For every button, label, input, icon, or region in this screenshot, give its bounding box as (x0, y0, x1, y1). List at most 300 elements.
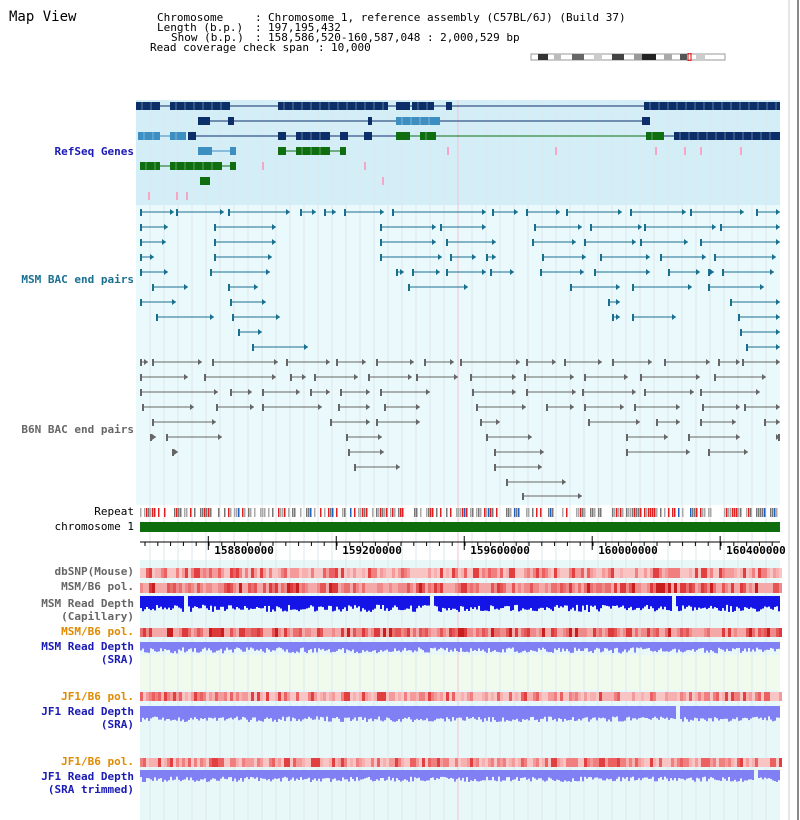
polymorphism-cell (206, 758, 209, 767)
msm-b6-pol-sra-label[interactable]: MSM/B6 pol. (61, 625, 134, 638)
polymorphism-cell (170, 758, 173, 767)
polymorphism-cell (245, 568, 248, 578)
repeat-element (652, 508, 654, 517)
repeat-element (510, 508, 512, 517)
polymorphism-cell (323, 692, 326, 701)
depth-bar (350, 706, 352, 721)
b6n-bac-pair-end (522, 493, 524, 500)
depth-bar (632, 706, 634, 718)
polymorphism-cell (347, 583, 350, 593)
depth-bar (310, 642, 312, 649)
depth-bar (228, 596, 230, 605)
polymorphism-cell (242, 758, 245, 767)
depth-bar (726, 642, 728, 649)
b6n-bac-pair-end (494, 464, 496, 471)
depth-bar (566, 642, 568, 649)
depth-bar (228, 770, 230, 777)
depth-bar (436, 596, 438, 607)
msm-b6-pol-sra-strip[interactable] (140, 628, 782, 637)
polymorphism-cell (503, 568, 506, 578)
depth-bar (622, 770, 624, 777)
jf1-b6-pol-trim-strip[interactable] (140, 758, 782, 767)
polymorphism-cell (290, 692, 293, 701)
depth-bar (156, 596, 158, 605)
polymorphism-cell (317, 758, 320, 767)
depth-bar (534, 770, 536, 778)
repeat-element (644, 508, 646, 517)
depth-bar (638, 642, 640, 648)
b6n-bac-pair-end (656, 419, 658, 426)
polymorphism-cell (323, 568, 326, 578)
depth-bar (270, 596, 272, 612)
gene-exon (412, 102, 434, 110)
depth-bar (390, 770, 392, 780)
b6n-bac-pair-end (470, 374, 472, 381)
dbsnp-strip[interactable] (140, 568, 782, 578)
depth-bar (390, 642, 392, 652)
depth-bar (650, 642, 652, 651)
depth-bar (224, 770, 226, 779)
polymorphism-cell (548, 583, 551, 593)
polymorphism-cell (560, 568, 563, 578)
depth-bar (670, 642, 672, 651)
polymorphism-cell (644, 628, 647, 637)
polymorphism-cell (575, 583, 578, 593)
polymorphism-cell (650, 628, 653, 637)
polymorphism-cell (236, 568, 239, 578)
depth-bar (296, 770, 298, 779)
repeat-track-label[interactable]: Repeat (94, 505, 134, 518)
polymorphism-cell (443, 568, 446, 578)
b6n-bac-pair-end (338, 404, 340, 411)
depth-bar (380, 642, 382, 650)
depth-bar (180, 770, 182, 781)
polymorphism-cell (659, 568, 662, 578)
depth-bar (220, 642, 222, 649)
depth-bar (768, 642, 770, 650)
depth-bar (632, 770, 634, 777)
polymorphism-cell (188, 568, 191, 578)
depth-bar (208, 706, 210, 718)
polymorphism-cell (449, 692, 452, 701)
depth-bar (604, 770, 606, 781)
depth-bar (568, 706, 570, 720)
polymorphism-cell (554, 692, 557, 701)
depth-bar (218, 770, 220, 781)
depth-bar (502, 706, 504, 718)
depth-bar (188, 642, 190, 649)
polymorphism-cell (596, 628, 599, 637)
polymorphism-cell (239, 583, 242, 593)
polymorphism-cell (443, 583, 446, 593)
msm-bac-pair-end (396, 269, 398, 276)
repeat-element (158, 508, 160, 517)
polymorphism-cell (275, 758, 278, 767)
polymorphism-cell (530, 758, 533, 767)
polymorphism-cell (677, 692, 680, 701)
depth-bar (218, 706, 220, 718)
depth-bar (514, 596, 516, 605)
repeat-element (478, 508, 480, 517)
polymorphism-cell (653, 758, 656, 767)
depth-bar (402, 770, 404, 781)
depth-bar (252, 706, 254, 718)
polymorphism-cell (314, 692, 317, 701)
polymorphism-cell (278, 758, 281, 767)
polymorphism-cell (758, 568, 761, 578)
polymorphism-cell (365, 568, 368, 578)
depth-bar (162, 596, 164, 609)
depth-bar (418, 770, 420, 778)
depth-bar (552, 596, 554, 611)
depth-bar (692, 642, 694, 649)
polymorphism-cell (770, 628, 773, 637)
polymorphism-cell (194, 692, 197, 701)
msm-bac-pair-end (156, 314, 158, 321)
polymorphism-cell (551, 628, 554, 637)
polymorphism-cell (557, 692, 560, 701)
depth-bar (182, 706, 184, 720)
depth-bar (434, 596, 436, 606)
repeat-element (620, 508, 622, 517)
jf1-read-depth-trimmed[interactable] (140, 770, 780, 782)
polymorphism-cell (290, 583, 293, 593)
polymorphism-cell (347, 628, 350, 637)
depth-bar (452, 770, 454, 779)
polymorphism-cell (185, 568, 188, 578)
depth-bar (710, 596, 712, 606)
depth-bar (758, 770, 760, 778)
depth-bar (490, 596, 492, 605)
repeat-element (200, 508, 202, 517)
depth-bar (598, 642, 600, 649)
depth-bar (538, 706, 540, 722)
polymorphism-cell (710, 692, 713, 701)
polymorphism-cell (374, 628, 377, 637)
polymorphism-cell (767, 568, 770, 578)
depth-bar (264, 642, 266, 653)
depth-bar (738, 770, 740, 781)
polymorphism-cell (344, 583, 347, 593)
depth-bar (458, 706, 460, 718)
depth-bar (422, 770, 424, 781)
msm-b6-pol-strip[interactable] (140, 583, 782, 593)
depth-bar (152, 770, 154, 781)
depth-bar (608, 706, 610, 720)
depth-bar (374, 596, 376, 609)
polymorphism-cell (482, 628, 485, 637)
polymorphism-cell (275, 583, 278, 593)
msm-depth-capillary-label-1[interactable]: MSM Read Depth (41, 597, 134, 610)
polymorphism-cell (326, 628, 329, 637)
polymorphism-cell (686, 628, 689, 637)
polymorphism-cell (248, 758, 251, 767)
jf1-depth-trim-label-1[interactable]: JF1 Read Depth (41, 770, 134, 783)
polymorphism-cell (695, 628, 698, 637)
depth-bar (438, 642, 440, 649)
jf1-b6-pol-label[interactable]: JF1/B6 pol. (61, 690, 134, 703)
polymorphism-cell (680, 583, 683, 593)
depth-bar (354, 642, 356, 653)
b6n-bac-pair-end (262, 389, 264, 396)
depth-bar (140, 706, 142, 722)
depth-bar (250, 706, 252, 720)
polymorphism-cell (299, 583, 302, 593)
depth-bar (634, 770, 636, 780)
polymorphism-cell (278, 583, 281, 593)
b6n-bac-pair-end (140, 389, 142, 396)
depth-bar (194, 596, 196, 606)
depth-bar (344, 770, 346, 779)
polymorphism-cell (452, 758, 455, 767)
depth-bar (724, 596, 726, 611)
repeat-element (150, 508, 152, 517)
polymorphism-cell (371, 628, 374, 637)
polymorphism-cell (416, 692, 419, 701)
depth-bar (288, 596, 290, 605)
depth-bar (474, 770, 476, 779)
depth-bar (640, 706, 642, 718)
polymorphism-cell (206, 628, 209, 637)
polymorphism-cell (566, 758, 569, 767)
polymorphism-cell (371, 568, 374, 578)
polymorphism-cell (383, 628, 386, 637)
depth-bar (644, 596, 646, 607)
polymorphism-cell (659, 692, 662, 701)
depth-bar (634, 706, 636, 718)
depth-bar (442, 596, 444, 608)
chromosome-track-label[interactable]: chromosome 1 (54, 520, 134, 533)
msm-bac-pair-end (612, 314, 614, 321)
depth-bar (496, 642, 498, 652)
depth-bar (626, 706, 628, 718)
polymorphism-cell (164, 758, 167, 767)
depth-bar (368, 642, 370, 652)
polymorphism-cell (302, 568, 305, 578)
b6n-bac-track-label[interactable]: B6N BAC end pairs (21, 423, 134, 436)
polymorphism-cell (266, 628, 269, 637)
polymorphism-cell (326, 583, 329, 593)
show-key: Show (b.p.) (171, 31, 244, 44)
depth-bar (462, 770, 464, 778)
depth-bar (248, 770, 250, 779)
depth-bar (366, 770, 368, 778)
polymorphism-cell (551, 758, 554, 767)
polymorphism-cell (644, 568, 647, 578)
repeat-element (772, 508, 774, 517)
polymorphism-cell (293, 758, 296, 767)
gene-exon (170, 162, 222, 170)
depth-bar (302, 642, 304, 648)
tick-label: 160400000 (726, 544, 786, 557)
repeat-element (700, 508, 702, 517)
polymorphism-cell (761, 568, 764, 578)
msm-depth-sra-label-1[interactable]: MSM Read Depth (41, 640, 134, 653)
depth-bar (512, 596, 514, 610)
polymorphism-cell (479, 758, 482, 767)
polymorphism-cell (773, 758, 776, 767)
refseq-track-label[interactable]: RefSeq Genes (54, 145, 134, 158)
depth-bar (402, 596, 404, 610)
repeat-element (518, 508, 520, 517)
msm-bac-pair-end (380, 254, 382, 261)
repeat-element (210, 508, 212, 517)
msm-b6-pol-label[interactable]: MSM/B6 pol. (61, 580, 134, 593)
depth-bar (676, 596, 678, 606)
depth-bar (482, 596, 484, 611)
polymorphism-cell (191, 692, 194, 701)
depth-bar (570, 642, 572, 653)
depth-bar (558, 642, 560, 648)
repeat-element (708, 508, 710, 517)
polymorphism-cell (539, 692, 542, 701)
msm-bac-pair-end (412, 269, 414, 276)
depth-bar (194, 642, 196, 648)
depth-bar (594, 642, 596, 650)
polymorphism-cell (620, 628, 623, 637)
jf1-b6-pol-trim-label[interactable]: JF1/B6 pol. (61, 755, 134, 768)
polymorphism-cell (359, 692, 362, 701)
polymorphism-cell (758, 583, 761, 593)
gene-marker-pink (364, 162, 366, 170)
polymorphism-cell (308, 628, 311, 637)
depth-bar (338, 642, 340, 649)
depth-bar (592, 596, 594, 607)
polymorphism-cell (644, 583, 647, 593)
repeat-element (208, 508, 210, 517)
polymorphism-cell (392, 758, 395, 767)
polymorphism-cell (518, 692, 521, 701)
b6n-bac-pair-end (640, 374, 642, 381)
polymorphism-cell (548, 628, 551, 637)
depth-bar (600, 770, 602, 779)
polymorphism-cell (428, 583, 431, 593)
msm-bac-pair-end (690, 209, 692, 216)
polymorphism-cell (767, 583, 770, 593)
polymorphism-cell (593, 758, 596, 767)
polymorphism-cell (317, 692, 320, 701)
polymorphism-cell (743, 758, 746, 767)
repeat-element (460, 508, 462, 517)
depth-bar (412, 770, 414, 781)
polymorphism-cell (236, 758, 239, 767)
gene-exon (278, 147, 286, 155)
chromosome-bar[interactable] (140, 522, 780, 532)
depth-bar (222, 770, 224, 777)
gene-marker-pink (176, 192, 178, 200)
depth-bar (684, 596, 686, 609)
depth-bar (720, 706, 722, 719)
depth-bar (402, 642, 404, 650)
depth-bar (372, 706, 374, 721)
depth-bar (532, 706, 534, 717)
depth-bar (432, 770, 434, 778)
dbsnp-label[interactable]: dbSNP(Mouse) (54, 565, 134, 578)
polymorphism-cell (689, 583, 692, 593)
depth-bar (772, 596, 774, 610)
polymorphism-cell (209, 692, 212, 701)
jf1-depth-sra-label-1[interactable]: JF1 Read Depth (41, 705, 134, 718)
depth-bar (440, 596, 442, 612)
repeat-element (180, 508, 182, 517)
polymorphism-cell (617, 758, 620, 767)
depth-bar (756, 706, 758, 717)
polymorphism-cell (731, 758, 734, 767)
depth-bar (472, 596, 474, 609)
polymorphism-cell (656, 583, 659, 593)
depth-bar (414, 642, 416, 651)
depth-bar (582, 642, 584, 651)
polymorphism-cell (344, 568, 347, 578)
polymorphism-cell (266, 758, 269, 767)
msm-bac-pair-end (214, 254, 216, 261)
polymorphism-cell (167, 692, 170, 701)
polymorphism-cell (656, 628, 659, 637)
depth-bar (706, 706, 708, 721)
polymorphism-cell (152, 692, 155, 701)
polymorphism-cell (248, 568, 251, 578)
polymorphism-cell (251, 628, 254, 637)
depth-bar (344, 596, 346, 607)
polymorphism-cell (638, 628, 641, 637)
depth-bar (328, 706, 330, 722)
polymorphism-cell (341, 692, 344, 701)
polymorphism-cell (653, 692, 656, 701)
depth-bar (760, 770, 762, 778)
polymorphism-cell (470, 568, 473, 578)
polymorphism-cell (269, 568, 272, 578)
polymorphism-cell (281, 583, 284, 593)
depth-bar (710, 642, 712, 650)
depth-bar (596, 706, 598, 720)
depth-bar (696, 642, 698, 650)
jf1-b6-pol-strip[interactable] (140, 692, 782, 701)
depth-bar (398, 706, 400, 719)
polymorphism-cell (320, 758, 323, 767)
polymorphism-cell (224, 568, 227, 578)
depth-bar (196, 706, 198, 719)
polymorphism-cell (527, 758, 530, 767)
depth-bar (770, 642, 772, 648)
polymorphism-cell (578, 628, 581, 637)
depth-bar (218, 596, 220, 610)
polymorphism-cell (296, 628, 299, 637)
depth-bar (776, 642, 778, 649)
polymorphism-cell (158, 692, 161, 701)
depth-bar (554, 596, 556, 607)
depth-bar (606, 596, 608, 606)
polymorphism-cell (437, 583, 440, 593)
depth-bar (472, 642, 474, 651)
msm-bac-pair-end (238, 329, 240, 336)
msm-bac-track-label[interactable]: MSM BAC end pairs (21, 273, 134, 286)
depth-bar (588, 770, 590, 777)
depth-bar (490, 706, 492, 722)
depth-bar (316, 706, 318, 716)
depth-bar (222, 596, 224, 607)
depth-bar (562, 770, 564, 782)
repeat-element (496, 508, 498, 517)
polymorphism-cell (245, 583, 248, 593)
polymorphism-cell (482, 758, 485, 767)
depth-bar (230, 596, 232, 605)
depth-bar (436, 642, 438, 651)
depth-bar (724, 642, 726, 652)
depth-bar (306, 770, 308, 779)
polymorphism-cell (161, 758, 164, 767)
polymorphism-cell (746, 692, 749, 701)
depth-bar (686, 706, 688, 719)
